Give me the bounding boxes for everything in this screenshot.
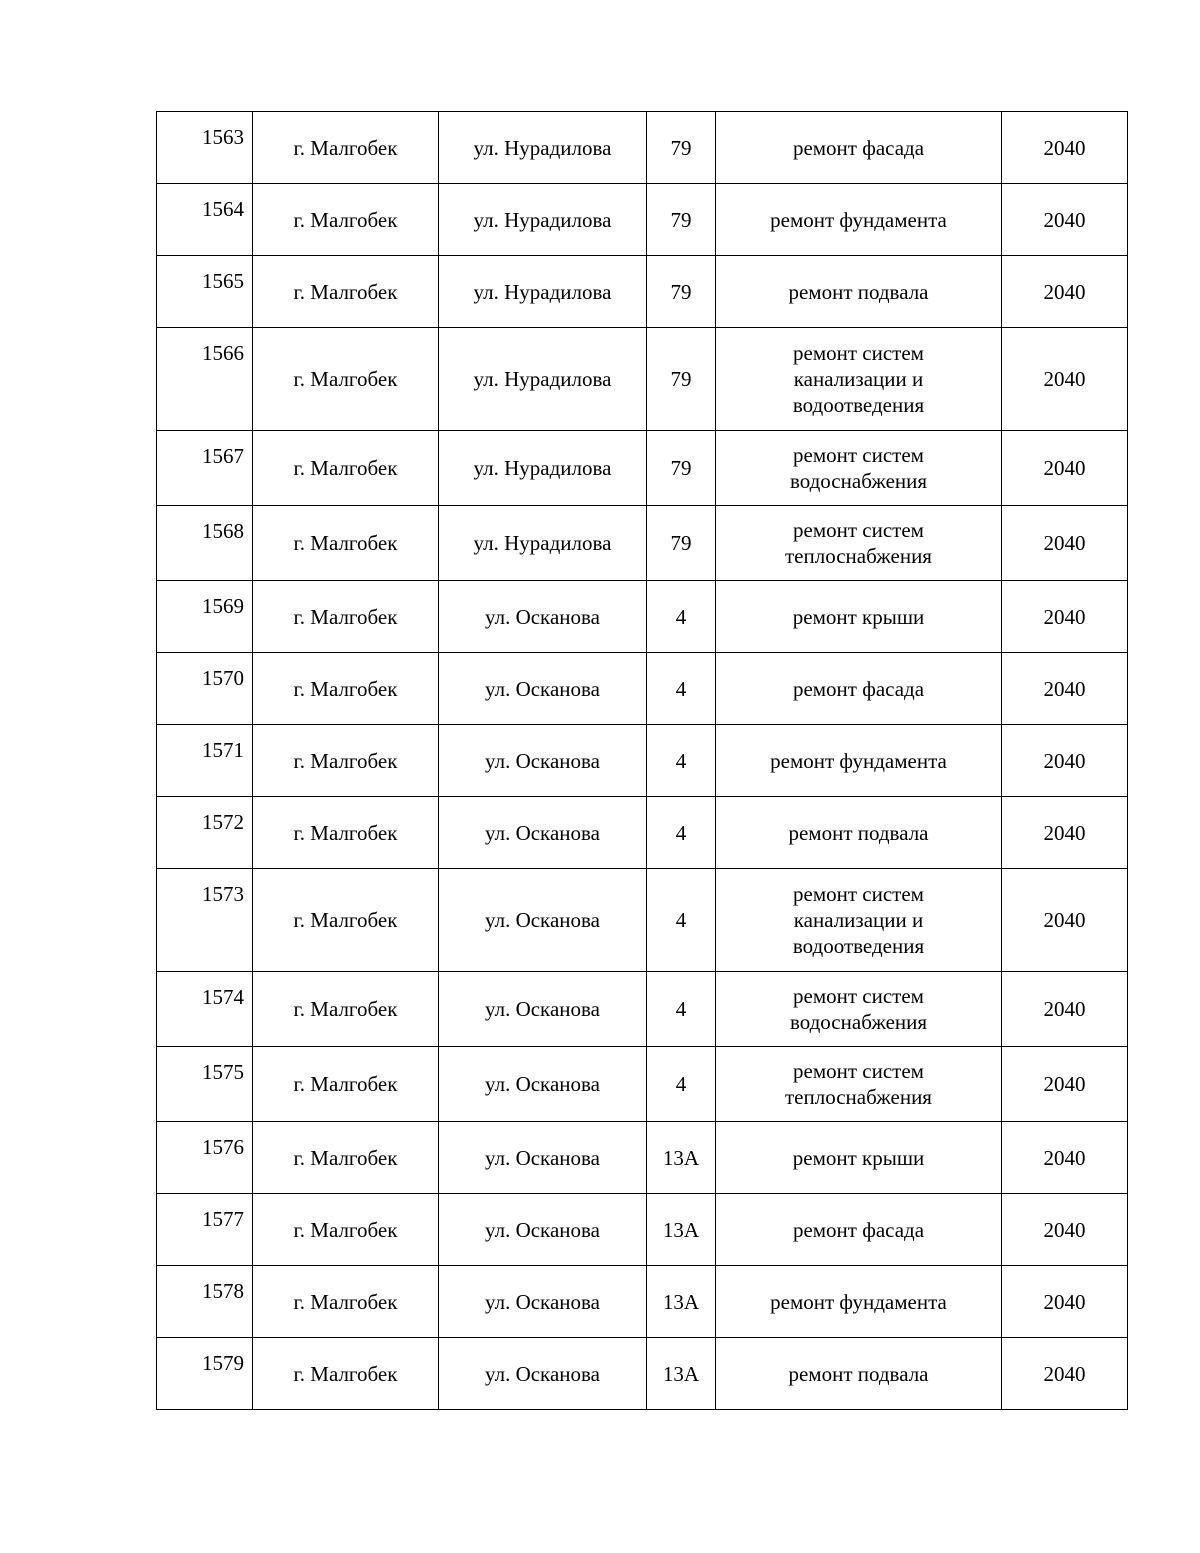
table-body [157,112,1128,1410]
year-cell: 2040 [1002,328,1128,431]
work-type-cell [716,1338,1002,1410]
street-cell: ул. Осканова [439,1266,647,1338]
work-type-cell [716,256,1002,328]
table-row [157,1047,1128,1122]
street-cell: ул. Осканова [439,1338,647,1410]
table-row [157,1122,1128,1194]
table-row [157,328,1128,431]
table-row [157,869,1128,972]
row-number-cell: 1566 [157,328,253,431]
year-cell: 2040 [1002,184,1128,256]
city-cell: г. Малгобек [253,184,439,256]
house-number-cell: 79 [647,431,716,506]
work-type-line: ремонт фундамента [770,207,947,232]
work-type-cell [716,431,1002,506]
work-type-cell [716,184,1002,256]
city-cell: г. Малгобек [253,112,439,184]
row-number-cell: 1579 [157,1338,253,1410]
work-type-line: водоснабжения [789,1010,928,1034]
table-row [157,1338,1128,1410]
row-number-cell: 1565 [157,256,253,328]
work-type-line: ремонт систем [793,1059,924,1083]
street-cell: ул. Осканова [439,1047,647,1122]
year-cell: 2040 [1002,1194,1128,1266]
city-cell: г. Малгобек [253,1266,439,1338]
work-type-line: ремонт систем [793,341,924,365]
city-cell: г. Малгобек [253,431,439,506]
row-number-cell: 1564 [157,184,253,256]
year-cell: 2040 [1002,431,1128,506]
house-number-cell: 4 [647,797,716,869]
year-cell: 2040 [1002,653,1128,725]
house-number-cell: 79 [647,506,716,581]
work-type-line: теплоснабжения [785,1085,932,1109]
city-cell: г. Малгобек [253,972,439,1047]
work-type-line: водоотведения [792,393,925,417]
work-type-cell [716,797,1002,869]
street-cell: ул. Осканова [439,1122,647,1194]
house-number-cell: 4 [647,725,716,797]
year-cell: 2040 [1002,581,1128,653]
house-number-cell: 79 [647,328,716,431]
street-cell: ул. Осканова [439,797,647,869]
year-cell: 2040 [1002,506,1128,581]
table-row [157,506,1128,581]
city-cell: г. Малгобек [253,653,439,725]
work-type-cell [716,1194,1002,1266]
row-number-cell: 1563 [157,112,253,184]
city-cell: г. Малгобек [253,506,439,581]
street-cell: ул. Нурадилова [439,431,647,506]
year-cell: 2040 [1002,1338,1128,1410]
work-type-line: теплоснабжения [785,544,932,568]
street-cell: ул. Осканова [439,1194,647,1266]
year-cell: 2040 [1002,972,1128,1047]
year-cell: 2040 [1002,1266,1128,1338]
repair-schedule-table [156,111,1128,1410]
row-number-cell: 1571 [157,725,253,797]
year-cell: 2040 [1002,1122,1128,1194]
year-cell: 2040 [1002,797,1128,869]
house-number-cell: 13А [647,1122,716,1194]
work-type-line: ремонт систем [793,882,924,906]
work-type-line: ремонт крыши [792,604,925,629]
house-number-cell: 4 [647,581,716,653]
city-cell: г. Малгобек [253,1338,439,1410]
work-type-cell [716,972,1002,1047]
year-cell: 2040 [1002,112,1128,184]
city-cell: г. Малгобек [253,725,439,797]
street-cell: ул. Осканова [439,972,647,1047]
work-type-line: ремонт подвала [788,820,929,845]
table-row [157,184,1128,256]
city-cell: г. Малгобек [253,1194,439,1266]
table-row [157,581,1128,653]
row-number-cell: 1573 [157,869,253,972]
year-cell: 2040 [1002,1047,1128,1122]
table-row [157,112,1128,184]
work-type-cell [716,1047,1002,1122]
table-row [157,972,1128,1047]
year-cell: 2040 [1002,869,1128,972]
row-number-cell: 1567 [157,431,253,506]
work-type-cell [716,581,1002,653]
work-type-line: ремонт фасада [792,676,925,701]
house-number-cell: 79 [647,256,716,328]
work-type-line: ремонт систем [793,984,924,1008]
house-number-cell: 4 [647,653,716,725]
street-cell: ул. Осканова [439,869,647,972]
street-cell: ул. Осканова [439,581,647,653]
city-cell: г. Малгобек [253,581,439,653]
year-cell: 2040 [1002,725,1128,797]
work-type-cell [716,1266,1002,1338]
row-number-cell: 1574 [157,972,253,1047]
work-type-cell [716,653,1002,725]
city-cell: г. Малгобек [253,256,439,328]
row-number-cell: 1570 [157,653,253,725]
work-type-line: ремонт систем [793,518,924,542]
row-number-cell: 1568 [157,506,253,581]
work-type-line: ремонт фундамента [770,1289,947,1314]
year-cell: 2040 [1002,256,1128,328]
work-type-line: ремонт подвала [788,279,929,304]
house-number-cell: 79 [647,184,716,256]
table-row [157,1266,1128,1338]
street-cell: ул. Осканова [439,653,647,725]
street-cell: ул. Нурадилова [439,112,647,184]
row-number-cell: 1577 [157,1194,253,1266]
house-number-cell: 4 [647,1047,716,1122]
house-number-cell: 79 [647,112,716,184]
house-number-cell: 13А [647,1338,716,1410]
work-type-cell [716,112,1002,184]
table-row [157,653,1128,725]
work-type-line: водоотведения [792,934,925,958]
house-number-cell: 4 [647,972,716,1047]
table-row [157,797,1128,869]
work-type-line: канализации и [793,367,924,391]
city-cell: г. Малгобек [253,869,439,972]
work-type-line: ремонт фасада [792,1217,925,1242]
row-number-cell: 1569 [157,581,253,653]
work-type-line: канализации и [793,908,924,932]
table-row [157,256,1128,328]
row-number-cell: 1578 [157,1266,253,1338]
work-type-cell [716,1122,1002,1194]
work-type-line: ремонт систем [793,443,924,467]
work-type-cell [716,506,1002,581]
work-type-line: ремонт крыши [792,1145,925,1170]
city-cell: г. Малгобек [253,328,439,431]
row-number-cell: 1572 [157,797,253,869]
city-cell: г. Малгобек [253,797,439,869]
house-number-cell: 13А [647,1266,716,1338]
table-row [157,725,1128,797]
city-cell: г. Малгобек [253,1122,439,1194]
row-number-cell: 1576 [157,1122,253,1194]
row-number-cell: 1575 [157,1047,253,1122]
work-type-line: ремонт подвала [788,1361,929,1386]
table-row [157,431,1128,506]
city-cell: г. Малгобек [253,1047,439,1122]
street-cell: ул. Нурадилова [439,328,647,431]
house-number-cell: 4 [647,869,716,972]
work-type-cell [716,725,1002,797]
work-type-line: ремонт фундамента [770,748,947,773]
street-cell: ул. Нурадилова [439,184,647,256]
work-type-cell [716,328,1002,431]
work-type-cell [716,869,1002,972]
house-number-cell: 13А [647,1194,716,1266]
work-type-line: водоснабжения [789,469,928,493]
work-type-line: ремонт фасада [792,135,925,160]
street-cell: ул. Нурадилова [439,506,647,581]
street-cell: ул. Осканова [439,725,647,797]
street-cell: ул. Нурадилова [439,256,647,328]
table-row [157,1194,1128,1266]
